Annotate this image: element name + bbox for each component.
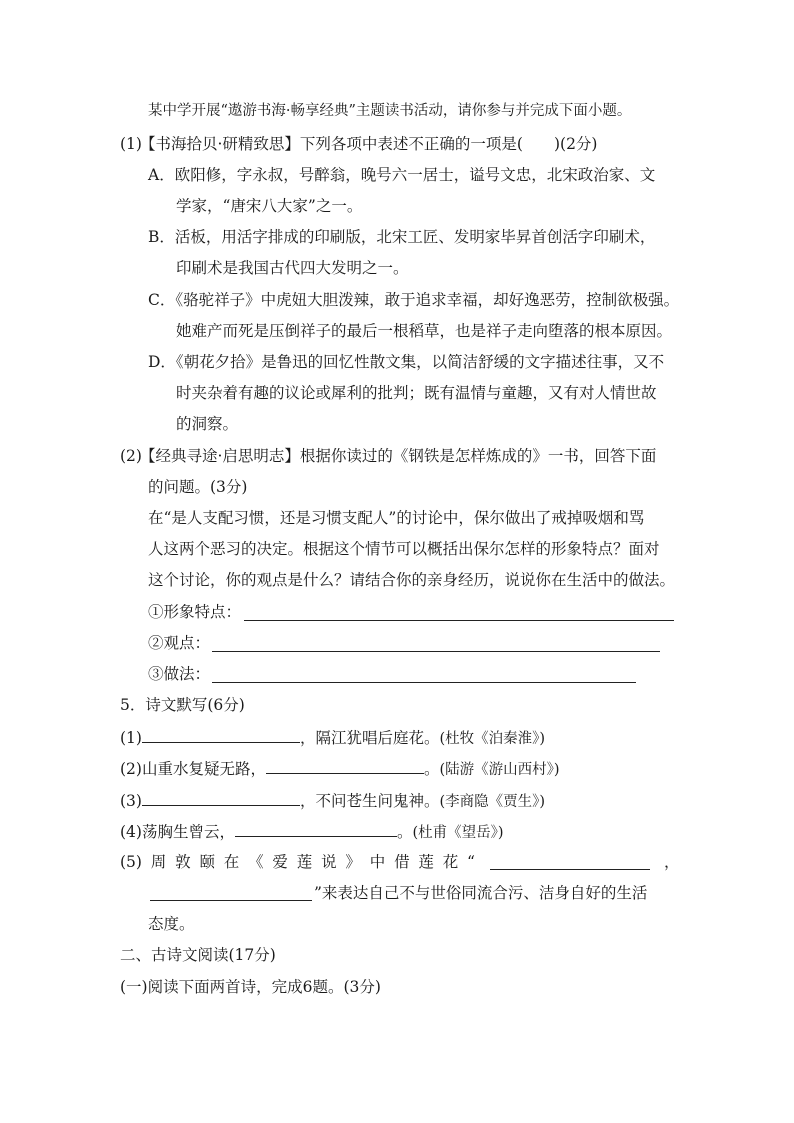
s5-item5-comma: ，: [664, 853, 680, 871]
q2-number: (2): [120, 447, 142, 465]
s5-item5-char: 借: [394, 853, 410, 871]
s5-item3-text: ，不问苍生问鬼神。: [299, 792, 440, 810]
s5-item2-end: 。: [423, 760, 440, 778]
q2-answer-3-label: ③做法：: [148, 665, 211, 683]
s5-item5-char: 》: [345, 853, 361, 871]
s5-item1-text: ，隔江犹唱后庭花。: [299, 729, 440, 747]
s5-item5-char: 中: [369, 853, 386, 871]
q2-para-line3: 这个讨论，你的观点是什么？请结合你的亲身经历，说说你在生活中的做法。: [148, 571, 676, 589]
s5-item1: [120, 726, 545, 750]
section5-title: 5．诗文默写(6分): [120, 696, 245, 714]
s5-item5-char: (5): [120, 853, 142, 871]
q1-option-c-line2: 她难产而死是压倒祥子的最后一根稻草，也是祥子走向堕落的根本原因。: [176, 322, 673, 340]
q1-heading: 【书海拾贝·研精致思】下列各项中表述不正确的一项是( )(2分): [140, 135, 598, 153]
section2-subtitle: (一)阅读下面两首诗，完成6题。(3分): [120, 978, 381, 996]
s5-item1-number: (1): [120, 729, 142, 747]
s5-item1-blank[interactable]: [142, 726, 300, 743]
q1-option-a-line2: 学家，“唐宋八大家”之一。: [176, 197, 363, 215]
section2-title: 二、古诗文阅读(17分): [120, 946, 276, 964]
q2-para-line1: 在“是人支配习惯，还是习惯支配人”的讨论中，保尔做出了戒掉吸烟和骂: [148, 509, 645, 527]
q1-option-d-line3: 的洞察。: [176, 415, 239, 433]
s5-item4-end: 。: [396, 823, 413, 841]
s5-item5-line2: ”来表达自己不与世俗同流合污、洁身自好的生活: [314, 884, 648, 902]
s5-item2-blank[interactable]: [266, 757, 424, 774]
intro-text: 某中学开展“遨游书海·畅享经典”主题读书活动，请你参与并完成下面小题。: [148, 103, 632, 119]
s5-item5-blank-2[interactable]: [150, 899, 312, 901]
s5-item5-char: 周: [150, 853, 167, 871]
s5-item5-blank-1[interactable]: [490, 868, 650, 870]
s5-item4-text: (4)荡胸生曾云，: [120, 823, 235, 841]
s5-item3-blank[interactable]: [142, 789, 300, 806]
s5-item5-line3: 态度。: [148, 915, 195, 933]
q2-heading-line2: 的问题。(3分): [148, 478, 248, 496]
s5-item5-justified: [120, 851, 475, 873]
s5-item5-char: 花: [442, 853, 459, 871]
s5-item2-source: (陆游《游山西村》): [439, 762, 560, 778]
s5-item5-char: 爱: [272, 853, 288, 871]
s5-item5-char: 莲: [296, 853, 313, 871]
s5-item5-char: 莲: [418, 853, 434, 871]
q2-answer-1-blank[interactable]: [244, 619, 674, 621]
q1-option-b-line2: 印刷术是我国古代四大发明之一。: [176, 259, 409, 277]
s5-item4-source: (杜甫《望岳》): [412, 825, 504, 841]
q1-option-d-line1: D．《朝花夕拾》是鲁迅的回忆性散文集，以简洁舒缓的文字描述往事，又不: [148, 353, 665, 371]
s5-item5-char: 颐: [199, 853, 215, 871]
s5-item1-source: (杜牧《泊秦淮》): [439, 731, 546, 747]
s5-item5-char: 敦: [175, 853, 191, 871]
q2-answer-2-label: ②观点：: [148, 634, 211, 652]
s5-item5-char: 说: [321, 853, 337, 871]
q2-answer-1-label: ①形象特点：: [148, 603, 242, 621]
s5-item3-source: (李商隐《贾生》): [439, 794, 546, 810]
s5-item4: [120, 820, 504, 844]
q1-option-a-line1: A．欧阳修，字永叔，号醉翁，晚号六一居士，谥号文忠，北宋政治家、文: [148, 166, 656, 184]
s5-item5-char: 《: [248, 853, 264, 871]
q2-answer-3-blank[interactable]: [212, 681, 636, 683]
s5-item5-char: 在: [223, 853, 240, 871]
q1-option-c-line1: C．《骆驼祥子》中虎妞大胆泼辣，敢于追求幸福，却好逸恶劳，控制欲极强。: [148, 291, 680, 309]
s5-item4-blank[interactable]: [235, 820, 397, 837]
s5-item2: [120, 757, 560, 781]
q1-option-d-line2: 时夹杂着有趣的议论或犀利的批判；既有温情与童趣，又有对人情世故: [176, 384, 657, 402]
s5-item5-char: “: [467, 853, 475, 871]
q2-heading: 【经典寻途·启思明志】根据你读过的《钢铁是怎样炼成的》一书，回答下面: [140, 447, 657, 465]
q2-para-line2: 人这两个恶习的决定。根据这个情节可以概括出保尔怎样的形象特点？面对: [148, 540, 660, 558]
q1-number: (1): [120, 135, 142, 153]
s5-item2-text: (2)山重水复疑无路，: [120, 760, 266, 778]
q2-answer-2-blank[interactable]: [212, 650, 660, 652]
q1-option-b-line1: B．活板，用活字排成的印刷版，北宋工匠、发明家毕昇首创活字印刷术，: [148, 228, 656, 246]
s5-item3-number: (3): [120, 792, 142, 810]
s5-item3: [120, 789, 545, 813]
